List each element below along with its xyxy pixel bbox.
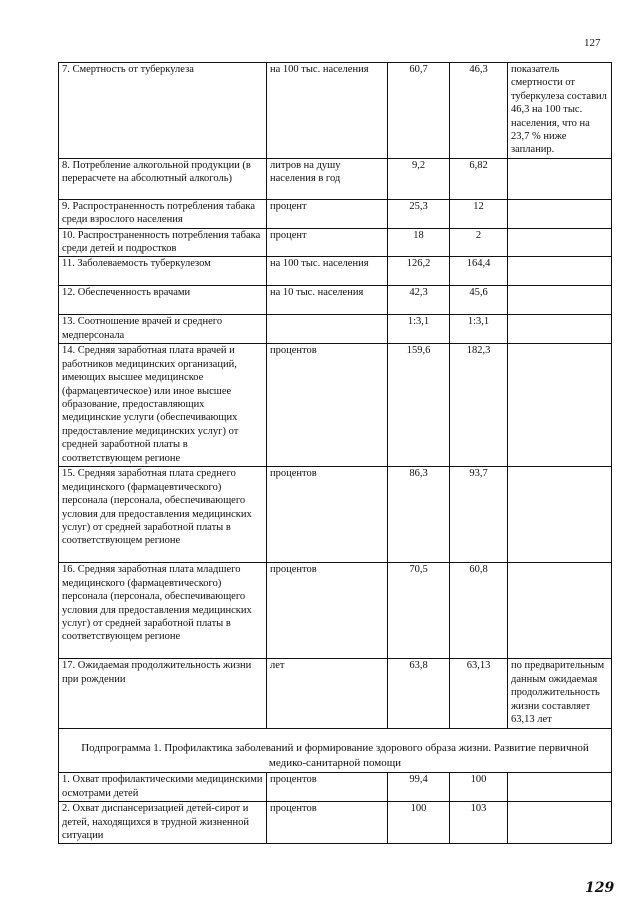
value-2-cell: 63,13 xyxy=(450,659,508,729)
value-1-cell: 159,6 xyxy=(388,344,450,467)
note-cell xyxy=(508,563,612,659)
value-2-cell: 6,82 xyxy=(450,158,508,199)
value-2-cell: 46,3 xyxy=(450,63,508,159)
value-1-cell: 1:3,1 xyxy=(388,315,450,344)
unit-cell xyxy=(267,315,388,344)
table-row xyxy=(59,63,612,159)
note-cell: показатель смертности от туберкулеза составил 46,3 на 100 тыс. населения, что на 23,7 % ниже запланир. xyxy=(508,63,612,159)
value-1-cell: 100 xyxy=(388,802,450,844)
table-row xyxy=(59,802,612,844)
note-cell: по предварительным данным ожидаемая продолжительность жизни составляет 63,13 лет xyxy=(508,659,612,729)
table-row xyxy=(59,199,612,228)
unit-cell: процентов xyxy=(267,773,388,802)
value-1-cell: 9,2 xyxy=(388,158,450,199)
table-row xyxy=(59,286,612,315)
value-2-cell: 164,4 xyxy=(450,257,508,286)
note-cell xyxy=(508,158,612,199)
subprogram-heading: Подпрограмма 1. Профилактика заболеваний и формирование здорового образа жизни. Развитие первичной медико-санитарной помощи xyxy=(59,729,612,773)
note-cell xyxy=(508,802,612,844)
page-number: 127 xyxy=(584,37,601,49)
note-cell xyxy=(508,344,612,467)
indicators-table xyxy=(58,62,612,844)
value-1-cell: 42,3 xyxy=(388,286,450,315)
table-row xyxy=(59,344,612,467)
unit-cell: процентов xyxy=(267,467,388,563)
indicator-cell: 2. Охват диспансеризацией детей-сирот и детей, находящихся в трудной жизненной ситуации xyxy=(59,802,267,844)
value-1-cell: 70,5 xyxy=(388,563,450,659)
value-2-cell: 103 xyxy=(450,802,508,844)
table-row xyxy=(59,158,612,199)
unit-cell: процентов xyxy=(267,563,388,659)
value-1-cell: 99,4 xyxy=(388,773,450,802)
value-1-cell: 63,8 xyxy=(388,659,450,729)
indicator-cell: 17. Ожидаемая продолжительность жизни при рождении xyxy=(59,659,267,729)
value-2-cell: 100 xyxy=(450,773,508,802)
value-2-cell: 2 xyxy=(450,228,508,257)
value-2-cell: 93,7 xyxy=(450,467,508,563)
indicator-cell: 12. Обеспеченность врачами xyxy=(59,286,267,315)
table-row xyxy=(59,773,612,802)
indicator-cell: 16. Средняя заработная плата младшего медицинского (фармацевтического) персонала (персонала, обеспечивающего условия для предоставления медицинских услуг) от средней заработной платы в соответствующем регионе xyxy=(59,563,267,659)
unit-cell: лет xyxy=(267,659,388,729)
indicator-cell: 13. Соотношение врачей и среднего медперсонала xyxy=(59,315,267,344)
unit-cell: на 10 тыс. населения xyxy=(267,286,388,315)
indicator-cell: 10. Распространенность потребления табака среди детей и подростков xyxy=(59,228,267,257)
note-cell xyxy=(508,228,612,257)
unit-cell: процентов xyxy=(267,802,388,844)
table-row xyxy=(59,659,612,729)
unit-cell: процентов xyxy=(267,344,388,467)
value-1-cell: 25,3 xyxy=(388,199,450,228)
indicator-cell: 1. Охват профилактическими медицинскими осмотрами детей xyxy=(59,773,267,802)
indicator-cell: 11. Заболеваемость туберкулезом xyxy=(59,257,267,286)
handwritten-page-number: 129 xyxy=(585,880,615,896)
indicator-cell: 15. Средняя заработная плата среднего медицинского (фармацевтического) персонала (персонала, обеспечивающего условия для предоставления медицинских услуг) от средней заработной платы в соответствующем регионе xyxy=(59,467,267,563)
note-cell xyxy=(508,315,612,344)
note-cell xyxy=(508,257,612,286)
unit-cell: на 100 тыс. населения xyxy=(267,257,388,286)
unit-cell: процент xyxy=(267,228,388,257)
note-cell xyxy=(508,467,612,563)
value-1-cell: 18 xyxy=(388,228,450,257)
unit-cell: на 100 тыс. населения xyxy=(267,63,388,159)
value-2-cell: 1:3,1 xyxy=(450,315,508,344)
unit-cell: литров на душу населения в год xyxy=(267,158,388,199)
value-2-cell: 182,3 xyxy=(450,344,508,467)
table-row xyxy=(59,563,612,659)
indicator-cell: 14. Средняя заработная плата врачей и работников медицинских организаций, имеющих высшее медицинское (фармацевтическое) или иное высшее образование, предоставляющих медицинские услуги (обеспечивающих предоставление медицинских услуг) от средней заработной платы в соответствующем регионе xyxy=(59,344,267,467)
value-1-cell: 126,2 xyxy=(388,257,450,286)
table-row xyxy=(59,315,612,344)
value-1-cell: 86,3 xyxy=(388,467,450,563)
value-2-cell: 12 xyxy=(450,199,508,228)
note-cell xyxy=(508,199,612,228)
indicator-cell: 8. Потребление алкогольной продукции (в перерасчете на абсолютный алкоголь) xyxy=(59,158,267,199)
indicator-cell: 9. Распространенность потребления табака среди взрослого населения xyxy=(59,199,267,228)
table-row xyxy=(59,467,612,563)
table-row xyxy=(59,228,612,257)
table-row xyxy=(59,257,612,286)
subprogram-heading-row xyxy=(59,729,612,773)
unit-cell: процент xyxy=(267,199,388,228)
value-2-cell: 45,6 xyxy=(450,286,508,315)
note-cell xyxy=(508,773,612,802)
indicator-cell: 7. Смертность от туберкулеза xyxy=(59,63,267,159)
value-1-cell: 60,7 xyxy=(388,63,450,159)
note-cell xyxy=(508,286,612,315)
value-2-cell: 60,8 xyxy=(450,563,508,659)
